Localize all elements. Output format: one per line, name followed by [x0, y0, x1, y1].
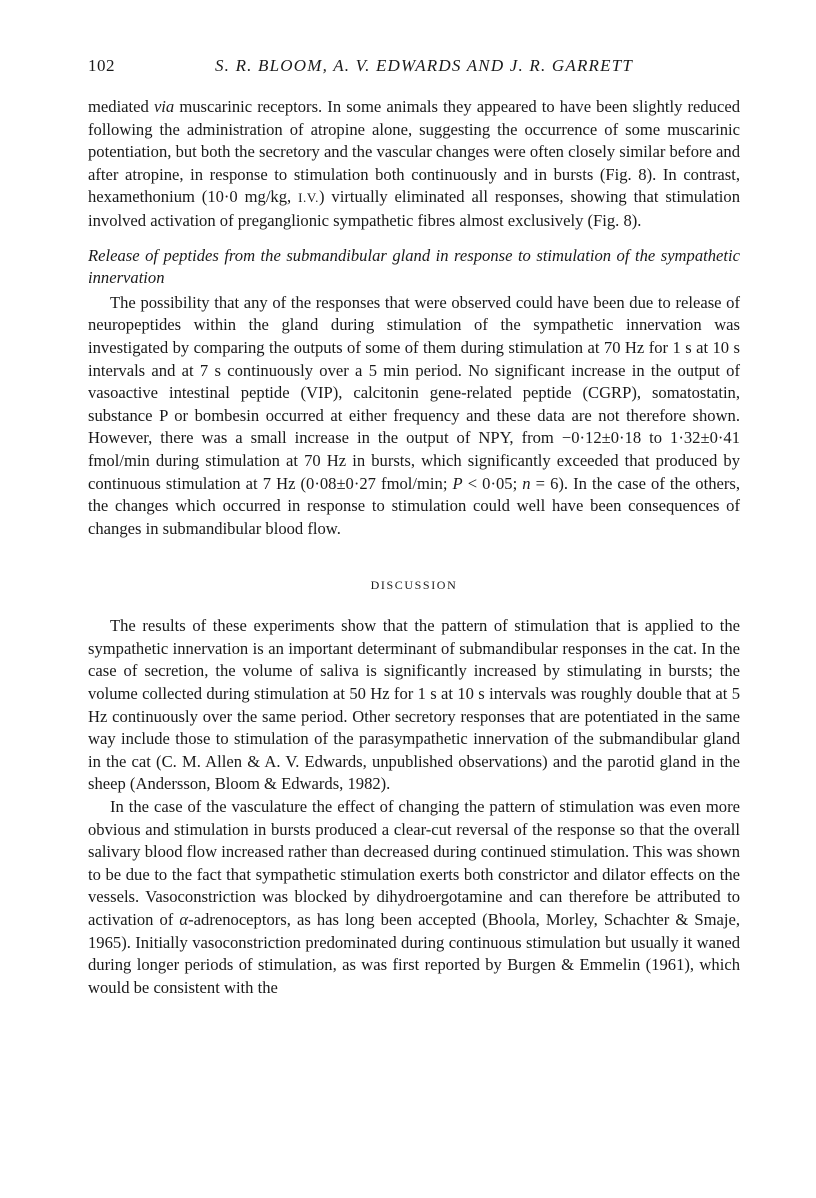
page-number: 102: [88, 56, 115, 75]
paragraph-discussion-vasculature: In the case of the vasculature the effect of changing the pattern of stimulation was even more obvious and stimulation in bursts produced a clear-cut reversal of the response so that the overall salivary blood flow increased rather than decreased during continued stimulation. This was shown to be due to the fact that sympathetic stimulation exerts both constrictor and dilator effects on the vessels. Vasoconstriction was blocked by dihydroergotamine and can therefore be attributed to activation of α-adrenoceptors, as has long been accepted (Bhoola, Morley, Schachter & Smaje, 1965). Initially vasoconstriction predominated during continuous stimulation but usually it waned during longer periods of stimulation, as was first reported by Burgen & Emmelin (1961), which would be consistent with the: [88, 797, 741, 997]
paragraph-atropine-results: mediated via muscarinic receptors. In some animals they appeared to have been slightly reduced following the administration of atropine alone, suggesting the occurrence of some muscarinic potentiation, but both the secretory and the vascular changes were often closely similar before and after atropine, in response to stimulation both continuously and in bursts (Fig. 8). In contrast, hexamethonium (10·0 mg/kg, I.V.) virtually eliminated all responses, showing that stimulation involved activation of preganglionic sympathetic fibres almost exclusively (Fig. 8).: [88, 97, 741, 230]
paragraph-peptide-release: The possibility that any of the responses that were observed could have been due to release of neuropeptides within the gland during stimulation of the sympathetic innervation was investigated by comparing the outputs of some of them during stimulation at 70 Hz for 1 s at 10 s intervals and at 7 s continuously over a 5 min period. No significant increase in the output of vasoactive intestinal peptide (VIP), calcitonin gene-related peptide (CGRP), somatostatin, substance P or bombesin occurred at either frequency and these data are not therefore shown. However, there was a small increase in the output of NPY, from −0·12±0·18 to 1·32±0·41 fmol/min during stimulation at 70 Hz in bursts, which significantly exceeded that produced by continuous stimulation at 7 Hz (0·08±0·27 fmol/min; P < 0·05; n = 6). In the case of the others, the changes which occurred in response to stimulation could well have been consequences of changes in submandibular blood flow.: [88, 292, 740, 538]
subsection-heading: Release of peptides from the submandibular gland in response to stimulation of the sympathetic innervation: [88, 245, 740, 288]
italic-term: via: [153, 97, 175, 116]
page-header: [88, 56, 740, 84]
greek-alpha: α: [179, 910, 189, 929]
paragraph-discussion-secretion: The results of these experiments show that the pattern of stimulation that is applied to the sympathetic innervation is an important determinant of submandibular responses in the cat. In the case of secretion, the volume of saliva is significantly increased by stimulating in bursts; the volume collected during stimulation at 50 Hz for 1 s at 10 s intervals was roughly double that at 5 Hz continuously over the same period. Other secretory responses that are potentiated in the same way include those to stimulation of the parasympathetic innervation of the submandibular gland in the cat (C. M. Allen & A. V. Edwards, unpublished observations) and the parotid gland in the sheep (Andersson, Bloom & Edwards, 1982).: [88, 616, 740, 794]
journal-page: [88, 56, 740, 999]
stat-symbol-n: n: [522, 473, 531, 493]
stat-symbol-p: P: [452, 473, 463, 493]
section-heading-discussion: DISCUSSION: [370, 578, 458, 593]
route-abbreviation: I.V.: [298, 190, 320, 206]
running-head: S. R. BLOOM, A. V. EDWARDS AND J. R. GARRETT: [214, 56, 634, 75]
